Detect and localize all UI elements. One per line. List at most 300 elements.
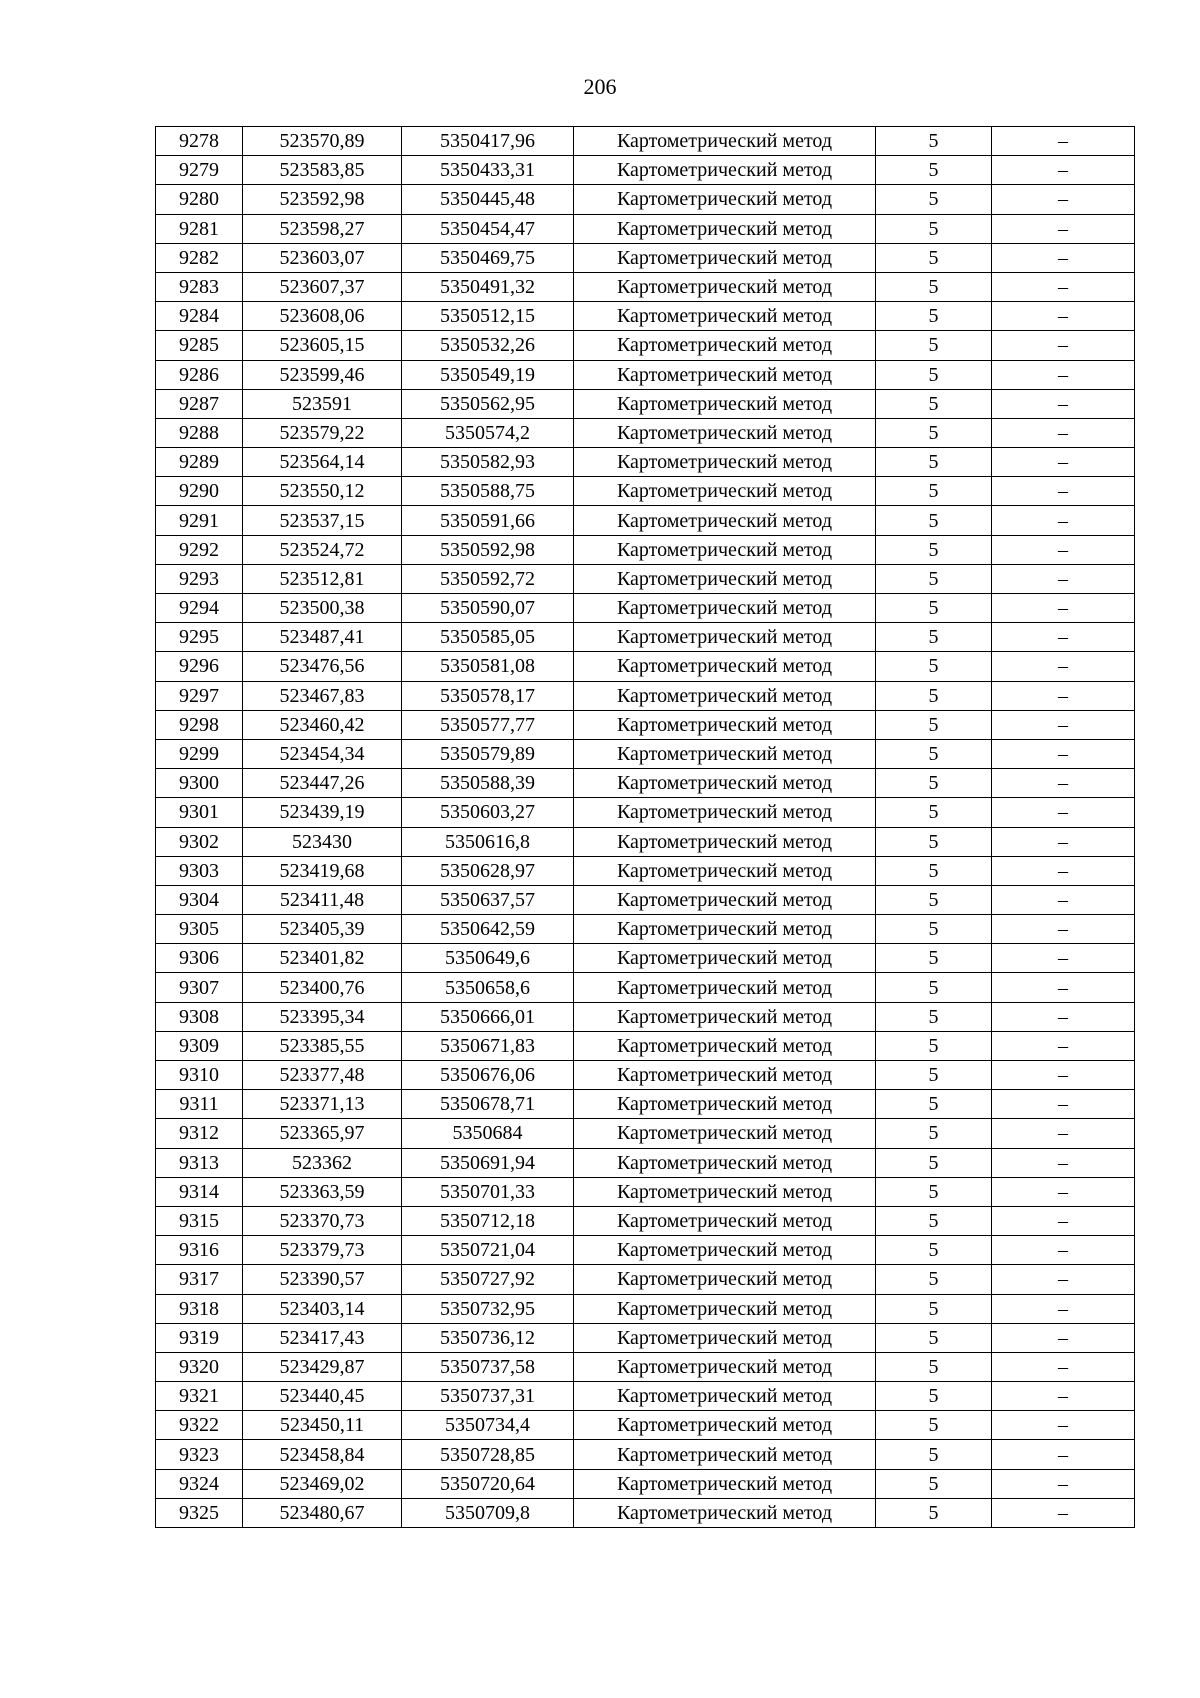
accuracy-cell: 5 [876,973,992,1002]
table-row [156,652,1135,681]
accuracy-cell: 5 [876,1206,992,1235]
x-coordinate-cell: 523537,15 [243,506,402,535]
description-cell: – [992,915,1135,944]
point-number-cell: 9305 [156,915,243,944]
description-cell: – [992,360,1135,389]
y-coordinate-cell: 5350678,71 [402,1090,574,1119]
accuracy-cell: 5 [876,448,992,477]
description-cell: – [992,1411,1135,1440]
point-number-cell: 9299 [156,739,243,768]
x-coordinate-cell: 523598,27 [243,214,402,243]
table-row [156,1382,1135,1411]
description-cell: – [992,331,1135,360]
y-coordinate-cell: 5350562,95 [402,389,574,418]
table-row [156,214,1135,243]
y-coordinate-cell: 5350628,97 [402,856,574,885]
table-row [156,1294,1135,1323]
point-number-cell: 9288 [156,418,243,447]
accuracy-cell: 5 [876,856,992,885]
accuracy-cell: 5 [876,243,992,272]
method-cell: Картометрический метод [574,739,876,768]
description-cell: – [992,1119,1135,1148]
method-cell: Картометрический метод [574,1031,876,1060]
method-cell: Картометрический метод [574,827,876,856]
accuracy-cell: 5 [876,1236,992,1265]
point-number-cell: 9323 [156,1440,243,1469]
x-coordinate-cell: 523365,97 [243,1119,402,1148]
x-coordinate-cell: 523500,38 [243,594,402,623]
point-number-cell: 9318 [156,1294,243,1323]
y-coordinate-cell: 5350445,48 [402,185,574,214]
description-cell: – [992,652,1135,681]
accuracy-cell: 5 [876,1061,992,1090]
point-number-cell: 9303 [156,856,243,885]
x-coordinate-cell: 523419,68 [243,856,402,885]
y-coordinate-cell: 5350578,17 [402,681,574,710]
accuracy-cell: 5 [876,506,992,535]
x-coordinate-cell: 523469,02 [243,1469,402,1498]
table-row [156,1061,1135,1090]
y-coordinate-cell: 5350737,31 [402,1382,574,1411]
method-cell: Картометрический метод [574,1061,876,1090]
description-cell: – [992,477,1135,506]
table-row [156,535,1135,564]
y-coordinate-cell: 5350616,8 [402,827,574,856]
description-cell: – [992,594,1135,623]
method-cell: Картометрический метод [574,1498,876,1527]
description-cell: – [992,710,1135,739]
x-coordinate-cell: 523480,67 [243,1498,402,1527]
description-cell: – [992,185,1135,214]
table-row [156,710,1135,739]
accuracy-cell: 5 [876,798,992,827]
x-coordinate-cell: 523512,81 [243,564,402,593]
point-number-cell: 9295 [156,623,243,652]
y-coordinate-cell: 5350712,18 [402,1206,574,1235]
y-coordinate-cell: 5350671,83 [402,1031,574,1060]
method-cell: Картометрический метод [574,1440,876,1469]
description-cell: – [992,389,1135,418]
point-number-cell: 9316 [156,1236,243,1265]
y-coordinate-cell: 5350577,77 [402,710,574,739]
description-cell: – [992,214,1135,243]
accuracy-cell: 5 [876,564,992,593]
point-number-cell: 9300 [156,769,243,798]
x-coordinate-cell: 523524,72 [243,535,402,564]
y-coordinate-cell: 5350727,92 [402,1265,574,1294]
point-number-cell: 9280 [156,185,243,214]
point-number-cell: 9306 [156,944,243,973]
description-cell: – [992,856,1135,885]
y-coordinate-cell: 5350512,15 [402,302,574,331]
accuracy-cell: 5 [876,769,992,798]
description-cell: – [992,418,1135,447]
point-number-cell: 9278 [156,127,243,156]
x-coordinate-cell: 523579,22 [243,418,402,447]
y-coordinate-cell: 5350676,06 [402,1061,574,1090]
y-coordinate-cell: 5350732,95 [402,1294,574,1323]
x-coordinate-cell: 523429,87 [243,1352,402,1381]
method-cell: Картометрический метод [574,1206,876,1235]
accuracy-cell: 5 [876,1411,992,1440]
table-row [156,1411,1135,1440]
accuracy-cell: 5 [876,594,992,623]
coordinates-table [155,126,1135,1528]
accuracy-cell: 5 [876,389,992,418]
method-cell: Картометрический метод [574,185,876,214]
description-cell: – [992,127,1135,156]
y-coordinate-cell: 5350590,07 [402,594,574,623]
description-cell: – [992,1440,1135,1469]
y-coordinate-cell: 5350721,04 [402,1236,574,1265]
method-cell: Картометрический метод [574,477,876,506]
point-number-cell: 9284 [156,302,243,331]
method-cell: Картометрический метод [574,331,876,360]
description-cell: – [992,535,1135,564]
method-cell: Картометрический метод [574,1469,876,1498]
method-cell: Картометрический метод [574,448,876,477]
point-number-cell: 9287 [156,389,243,418]
point-number-cell: 9290 [156,477,243,506]
accuracy-cell: 5 [876,827,992,856]
description-cell: – [992,1236,1135,1265]
x-coordinate-cell: 523591 [243,389,402,418]
method-cell: Картометрический метод [574,418,876,447]
y-coordinate-cell: 5350592,98 [402,535,574,564]
table-row [156,360,1135,389]
description-cell: – [992,1148,1135,1177]
description-cell: – [992,769,1135,798]
table-row [156,185,1135,214]
table-row [156,389,1135,418]
method-cell: Картометрический метод [574,652,876,681]
x-coordinate-cell: 523570,89 [243,127,402,156]
point-number-cell: 9315 [156,1206,243,1235]
method-cell: Картометрический метод [574,272,876,301]
y-coordinate-cell: 5350588,75 [402,477,574,506]
method-cell: Картометрический метод [574,302,876,331]
table-row [156,1498,1135,1527]
x-coordinate-cell: 523603,07 [243,243,402,272]
table-row [156,973,1135,1002]
x-coordinate-cell: 523592,98 [243,185,402,214]
description-cell: – [992,272,1135,301]
method-cell: Картометрический метод [574,156,876,185]
x-coordinate-cell: 523440,45 [243,1382,402,1411]
table-row [156,302,1135,331]
x-coordinate-cell: 523400,76 [243,973,402,1002]
method-cell: Картометрический метод [574,915,876,944]
method-cell: Картометрический метод [574,1236,876,1265]
accuracy-cell: 5 [876,1090,992,1119]
description-cell: – [992,1265,1135,1294]
x-coordinate-cell: 523390,57 [243,1265,402,1294]
description-cell: – [992,506,1135,535]
method-cell: Картометрический метод [574,214,876,243]
x-coordinate-cell: 523460,42 [243,710,402,739]
x-coordinate-cell: 523550,12 [243,477,402,506]
y-coordinate-cell: 5350737,58 [402,1352,574,1381]
point-number-cell: 9321 [156,1382,243,1411]
description-cell: – [992,827,1135,856]
y-coordinate-cell: 5350603,27 [402,798,574,827]
point-number-cell: 9312 [156,1119,243,1148]
accuracy-cell: 5 [876,1119,992,1148]
table-row [156,1119,1135,1148]
table-row [156,477,1135,506]
y-coordinate-cell: 5350592,72 [402,564,574,593]
method-cell: Картометрический метод [574,798,876,827]
y-coordinate-cell: 5350433,31 [402,156,574,185]
point-number-cell: 9298 [156,710,243,739]
y-coordinate-cell: 5350691,94 [402,1148,574,1177]
method-cell: Картометрический метод [574,1090,876,1119]
point-number-cell: 9309 [156,1031,243,1060]
accuracy-cell: 5 [876,1382,992,1411]
table-row [156,623,1135,652]
accuracy-cell: 5 [876,360,992,389]
point-number-cell: 9279 [156,156,243,185]
description-cell: – [992,1031,1135,1060]
coordinates-table-body [156,127,1135,1528]
table-row [156,1440,1135,1469]
table-row [156,1236,1135,1265]
point-number-cell: 9322 [156,1411,243,1440]
y-coordinate-cell: 5350709,8 [402,1498,574,1527]
x-coordinate-cell: 523401,82 [243,944,402,973]
point-number-cell: 9282 [156,243,243,272]
table-row [156,915,1135,944]
description-cell: – [992,1206,1135,1235]
accuracy-cell: 5 [876,1265,992,1294]
method-cell: Картометрический метод [574,1148,876,1177]
x-coordinate-cell: 523439,19 [243,798,402,827]
accuracy-cell: 5 [876,944,992,973]
description-cell: – [992,302,1135,331]
accuracy-cell: 5 [876,418,992,447]
y-coordinate-cell: 5350658,6 [402,973,574,1002]
point-number-cell: 9314 [156,1177,243,1206]
table-row [156,1177,1135,1206]
description-cell: – [992,798,1135,827]
x-coordinate-cell: 523363,59 [243,1177,402,1206]
method-cell: Картометрический метод [574,1382,876,1411]
point-number-cell: 9285 [156,331,243,360]
accuracy-cell: 5 [876,739,992,768]
accuracy-cell: 5 [876,127,992,156]
point-number-cell: 9311 [156,1090,243,1119]
point-number-cell: 9317 [156,1265,243,1294]
y-coordinate-cell: 5350666,01 [402,1002,574,1031]
table-row [156,827,1135,856]
point-number-cell: 9308 [156,1002,243,1031]
y-coordinate-cell: 5350736,12 [402,1323,574,1352]
y-coordinate-cell: 5350581,08 [402,652,574,681]
x-coordinate-cell: 523458,84 [243,1440,402,1469]
x-coordinate-cell: 523608,06 [243,302,402,331]
y-coordinate-cell: 5350454,47 [402,214,574,243]
y-coordinate-cell: 5350701,33 [402,1177,574,1206]
x-coordinate-cell: 523371,13 [243,1090,402,1119]
method-cell: Картометрический метод [574,1411,876,1440]
description-cell: – [992,1382,1135,1411]
accuracy-cell: 5 [876,623,992,652]
accuracy-cell: 5 [876,156,992,185]
accuracy-cell: 5 [876,885,992,914]
y-coordinate-cell: 5350579,89 [402,739,574,768]
table-row [156,1206,1135,1235]
point-number-cell: 9294 [156,594,243,623]
x-coordinate-cell: 523599,46 [243,360,402,389]
accuracy-cell: 5 [876,652,992,681]
x-coordinate-cell: 523395,34 [243,1002,402,1031]
y-coordinate-cell: 5350574,2 [402,418,574,447]
point-number-cell: 9293 [156,564,243,593]
y-coordinate-cell: 5350585,05 [402,623,574,652]
point-number-cell: 9310 [156,1061,243,1090]
description-cell: – [992,623,1135,652]
description-cell: – [992,448,1135,477]
description-cell: – [992,1469,1135,1498]
method-cell: Картометрический метод [574,535,876,564]
x-coordinate-cell: 523450,11 [243,1411,402,1440]
accuracy-cell: 5 [876,272,992,301]
description-cell: – [992,681,1135,710]
method-cell: Картометрический метод [574,594,876,623]
method-cell: Картометрический метод [574,1352,876,1381]
y-coordinate-cell: 5350649,6 [402,944,574,973]
accuracy-cell: 5 [876,710,992,739]
point-number-cell: 9324 [156,1469,243,1498]
y-coordinate-cell: 5350591,66 [402,506,574,535]
x-coordinate-cell: 523417,43 [243,1323,402,1352]
table-row [156,243,1135,272]
x-coordinate-cell: 523370,73 [243,1206,402,1235]
table-row [156,418,1135,447]
point-number-cell: 9283 [156,272,243,301]
table-row [156,331,1135,360]
point-number-cell: 9304 [156,885,243,914]
table-row [156,769,1135,798]
point-number-cell: 9286 [156,360,243,389]
y-coordinate-cell: 5350532,26 [402,331,574,360]
table-row [156,1352,1135,1381]
point-number-cell: 9325 [156,1498,243,1527]
description-cell: – [992,156,1135,185]
point-number-cell: 9302 [156,827,243,856]
table-row [156,156,1135,185]
y-coordinate-cell: 5350417,96 [402,127,574,156]
accuracy-cell: 5 [876,1323,992,1352]
description-cell: – [992,1323,1135,1352]
point-number-cell: 9291 [156,506,243,535]
x-coordinate-cell: 523430 [243,827,402,856]
accuracy-cell: 5 [876,1440,992,1469]
description-cell: – [992,973,1135,1002]
x-coordinate-cell: 523476,56 [243,652,402,681]
table-row [156,594,1135,623]
table-row [156,127,1135,156]
table-row [156,1148,1135,1177]
y-coordinate-cell: 5350588,39 [402,769,574,798]
table-row [156,1090,1135,1119]
method-cell: Картометрический метод [574,360,876,389]
description-cell: – [992,243,1135,272]
method-cell: Картометрический метод [574,564,876,593]
method-cell: Картометрический метод [574,1002,876,1031]
x-coordinate-cell: 523379,73 [243,1236,402,1265]
y-coordinate-cell: 5350642,59 [402,915,574,944]
table-row [156,1323,1135,1352]
table-row [156,856,1135,885]
accuracy-cell: 5 [876,1031,992,1060]
x-coordinate-cell: 523403,14 [243,1294,402,1323]
table-row [156,1031,1135,1060]
accuracy-cell: 5 [876,915,992,944]
table-row [156,1002,1135,1031]
x-coordinate-cell: 523607,37 [243,272,402,301]
method-cell: Картометрический метод [574,856,876,885]
y-coordinate-cell: 5350734,4 [402,1411,574,1440]
y-coordinate-cell: 5350582,93 [402,448,574,477]
point-number-cell: 9289 [156,448,243,477]
description-cell: – [992,885,1135,914]
accuracy-cell: 5 [876,1498,992,1527]
method-cell: Картометрический метод [574,973,876,1002]
description-cell: – [992,1002,1135,1031]
x-coordinate-cell: 523405,39 [243,915,402,944]
y-coordinate-cell: 5350728,85 [402,1440,574,1469]
method-cell: Картометрический метод [574,1119,876,1148]
method-cell: Картометрический метод [574,506,876,535]
point-number-cell: 9313 [156,1148,243,1177]
description-cell: – [992,739,1135,768]
accuracy-cell: 5 [876,302,992,331]
method-cell: Картометрический метод [574,1177,876,1206]
accuracy-cell: 5 [876,1469,992,1498]
point-number-cell: 9301 [156,798,243,827]
method-cell: Картометрический метод [574,243,876,272]
accuracy-cell: 5 [876,681,992,710]
table-row [156,1469,1135,1498]
method-cell: Картометрический метод [574,944,876,973]
page-number: 206 [583,74,617,99]
method-cell: Картометрический метод [574,1294,876,1323]
description-cell: – [992,1061,1135,1090]
description-cell: – [992,1177,1135,1206]
accuracy-cell: 5 [876,185,992,214]
accuracy-cell: 5 [876,1177,992,1206]
x-coordinate-cell: 523467,83 [243,681,402,710]
table-row [156,448,1135,477]
table-row [156,739,1135,768]
description-cell: – [992,1498,1135,1527]
table-row [156,681,1135,710]
point-number-cell: 9297 [156,681,243,710]
description-cell: – [992,564,1135,593]
table-row [156,272,1135,301]
x-coordinate-cell: 523362 [243,1148,402,1177]
table-row [156,1265,1135,1294]
x-coordinate-cell: 523605,15 [243,331,402,360]
method-cell: Картометрический метод [574,623,876,652]
y-coordinate-cell: 5350684 [402,1119,574,1148]
method-cell: Картометрический метод [574,885,876,914]
x-coordinate-cell: 523377,48 [243,1061,402,1090]
point-number-cell: 9319 [156,1323,243,1352]
table-row [156,885,1135,914]
accuracy-cell: 5 [876,1294,992,1323]
